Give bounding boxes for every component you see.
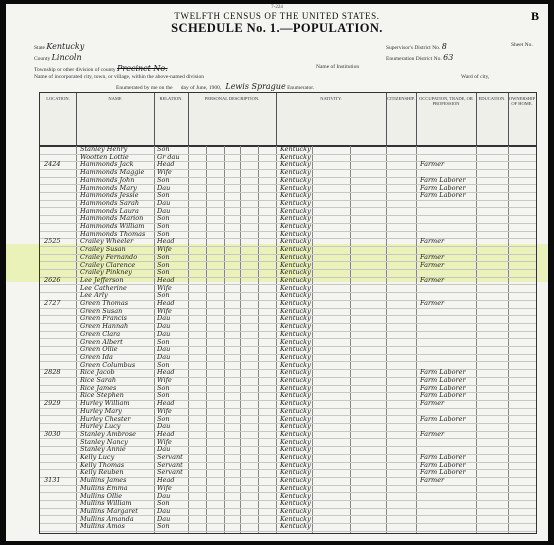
supervisor-value: 8 (441, 42, 447, 51)
relation-value: Head (157, 299, 175, 307)
person-name: Green Clara (80, 329, 121, 338)
person-name: Hammonds Maggie (80, 168, 145, 177)
person-name: Green Ollie (80, 345, 118, 354)
enumerator-label: Enumerator. (287, 85, 315, 91)
relation-value: Son (157, 391, 170, 400)
column-header-band (39, 92, 537, 147)
supervisor-field (386, 42, 447, 51)
relation-value: Son (157, 175, 170, 184)
relation-value: Son (157, 229, 170, 238)
relation-value: Dau (157, 206, 171, 215)
dwelling-number: 2929 (44, 399, 61, 408)
enumeration-label: Enumeration District No. (386, 56, 442, 62)
birthplace-value: Kentucky (280, 345, 311, 354)
dwelling-number: 2525 (44, 237, 61, 246)
county-label: County (34, 56, 51, 62)
column-occupation: OCCUPATION, TRADE, OR PROFESSION (416, 93, 477, 146)
person-name: Stanley Ambrose (80, 429, 137, 438)
column-relation: RELATION. (154, 93, 189, 146)
birthplace-value: Kentucky (280, 391, 311, 400)
relation-value: Son (157, 191, 170, 200)
column-education: EDUCATION. (476, 93, 509, 146)
person-name: Rice Stephen (80, 391, 124, 400)
relation-value: Head (157, 237, 175, 246)
person-name: Kelly Thomas (80, 460, 125, 469)
occupation-value: Farm Laborer (420, 453, 466, 461)
occupation-value: Farmer (420, 160, 445, 169)
occupation-value: Farm Laborer (420, 414, 466, 423)
person-name: Stanley Nancy (80, 437, 128, 446)
birthplace-value: Kentucky (280, 183, 311, 192)
birthplace-value: Kentucky (280, 160, 311, 169)
dwelling-number: 2626 (44, 275, 61, 284)
person-name: Hurley Mary (80, 406, 122, 415)
relation-value: Dau (157, 445, 171, 454)
occupation-value: Farmer (420, 429, 445, 438)
relation-value: Head (157, 476, 175, 485)
incorporated-label: Name of incorporated city, town, or village, within the above-named division (34, 74, 204, 80)
occupation-value: Farm Laborer (420, 391, 466, 400)
birthplace-value: Kentucky (280, 322, 311, 331)
birthplace-value: Kentucky (280, 499, 311, 508)
relation-value: Dau (157, 345, 171, 354)
relation-value: Son (157, 260, 170, 269)
birthplace-value: Kentucky (280, 445, 311, 454)
person-name: Lee Catherine (80, 283, 127, 292)
relation-value: Servant (157, 453, 183, 461)
person-name: Mullins Amos (80, 522, 125, 531)
relation-value: Son (157, 222, 170, 230)
person-name: Crailey Susan (80, 245, 126, 254)
column-name: NAME (76, 93, 155, 146)
person-name: Mullins Margaret (80, 506, 138, 515)
birthplace-value: Kentucky (280, 422, 311, 431)
birthplace-value: Kentucky (280, 314, 311, 323)
birthplace-value: Kentucky (280, 268, 311, 277)
person-name: Hurley Chester (80, 414, 131, 423)
person-name: Stanley Annie (80, 445, 126, 454)
census-entries-grid (39, 145, 537, 534)
person-name: Hammonds Laura (80, 206, 139, 215)
birthplace-value: Kentucky (280, 252, 311, 261)
person-name: Green Albert (80, 337, 123, 346)
birthplace-value: Kentucky (280, 299, 311, 307)
birthplace-value: Kentucky (280, 168, 311, 177)
person-name: Lee Jefferson (80, 275, 124, 284)
birthplace-value: Kentucky (280, 245, 311, 254)
birthplace-value: Kentucky (280, 376, 311, 384)
person-name: Hammonds William (80, 222, 145, 230)
relation-value: Son (157, 337, 170, 346)
birthplace-value: Kentucky (280, 152, 311, 161)
occupation-value: Farm Laborer (420, 376, 466, 384)
person-name: Rice Jacob (80, 368, 115, 377)
person-name: Green Susan (80, 306, 123, 315)
relation-value: Dau (157, 198, 171, 207)
relation-value: Son (157, 268, 170, 277)
person-name: Rice James (80, 383, 117, 392)
birthplace-value: Kentucky (280, 437, 311, 446)
relation-value: Wife (157, 306, 172, 315)
dwelling-number: 3131 (44, 476, 61, 485)
occupation-value: Farmer (420, 252, 445, 261)
person-name: Green Thomas (80, 299, 129, 307)
relation-value: Dau (157, 352, 171, 361)
birthplace-value: Kentucky (280, 522, 311, 531)
dwelling-number: 2828 (44, 368, 61, 377)
census-title: TWELFTH CENSUS OF THE UNITED STATES. (174, 11, 380, 21)
occupation-value: Farm Laborer (420, 460, 466, 469)
column-ownership: OWNERSHIP OF HOME. (508, 96, 536, 106)
person-name: Mullins Ollie (80, 491, 123, 500)
relation-value: Son (157, 252, 170, 261)
person-name: Hammonds John (80, 175, 135, 184)
birthplace-value: Kentucky (280, 198, 311, 207)
person-name: Stanley Henry (80, 145, 128, 153)
occupation-value: Farmer (420, 299, 445, 307)
person-name: Mullins James (80, 476, 127, 485)
birthplace-value: Kentucky (280, 175, 311, 184)
birthplace-value: Kentucky (280, 214, 311, 223)
occupation-value: Farm Laborer (420, 191, 466, 200)
birthplace-value: Kentucky (280, 283, 311, 292)
person-name: Mullins Emma (80, 483, 128, 492)
relation-value: Gr dau (157, 152, 180, 161)
county-field (34, 53, 82, 62)
birthplace-value: Kentucky (280, 306, 311, 315)
dwelling-number: 3030 (44, 429, 61, 438)
birthplace-value: Kentucky (280, 453, 311, 461)
occupation-value: Farmer (420, 399, 445, 408)
birthplace-value: Kentucky (280, 368, 311, 377)
schedule-title: SCHEDULE No. 1.—POPULATION. (171, 21, 383, 35)
birthplace-value: Kentucky (280, 476, 311, 485)
occupation-value: Farm Laborer (420, 175, 466, 184)
birthplace-value: Kentucky (280, 491, 311, 500)
relation-value: Wife (157, 245, 172, 254)
relation-value: Son (157, 145, 170, 153)
birthplace-value: Kentucky (280, 483, 311, 492)
relation-value: Son (157, 383, 170, 392)
relation-value: Head (157, 399, 175, 408)
person-name: Rice Sarah (80, 376, 117, 384)
occupation-value: Farmer (420, 237, 445, 246)
person-name: Crailey Pinkney (80, 268, 132, 277)
birthplace-value: Kentucky (280, 237, 311, 246)
person-name: Mullins Amanda (80, 514, 134, 523)
person-name: Crailey Clarence (80, 260, 136, 269)
enumeration-field (386, 53, 453, 62)
relation-value: Son (157, 360, 170, 369)
birthplace-value: Kentucky (280, 460, 311, 469)
birthplace-value: Kentucky (280, 145, 311, 153)
relation-value: Dau (157, 422, 171, 431)
state-value: Kentucky (46, 42, 85, 51)
enumerated-suffix: day of June, 1900, (180, 85, 222, 91)
person-name: Hurley William (80, 399, 130, 408)
birthplace-value: Kentucky (280, 414, 311, 423)
person-name: Hammonds Mary (80, 183, 137, 192)
person-name: Hurley Lucy (80, 422, 121, 431)
relation-value: Servant (157, 460, 183, 469)
state-field (34, 42, 84, 51)
birthplace-value: Kentucky (280, 291, 311, 300)
relation-value: Head (157, 275, 175, 284)
relation-value: Dau (157, 506, 171, 515)
enumerated-field (116, 82, 314, 91)
census-sheet (6, 4, 548, 541)
relation-value: Head (157, 429, 175, 438)
institution-label: Name of Institution (316, 64, 360, 70)
birthplace-value: Kentucky (280, 352, 311, 361)
column-personal-description: PERSONAL DESCRIPTION. (188, 93, 277, 146)
relation-value: Son (157, 214, 170, 223)
table-row (40, 523, 536, 532)
person-name: Green Hannah (80, 322, 129, 331)
column-citizenship: CITIZENSHIP. (386, 93, 417, 146)
person-name: Hammonds Thomas (80, 229, 146, 238)
occupation-value: Farm Laborer (420, 183, 466, 192)
relation-value: Servant (157, 468, 183, 477)
relation-value: Wife (157, 406, 172, 415)
relation-value: Dau (157, 514, 171, 523)
birthplace-value: Kentucky (280, 329, 311, 338)
person-name: Hammonds Jack (80, 160, 134, 169)
person-name: Kelly Reuben (80, 468, 124, 477)
occupation-value: Farm Laborer (420, 368, 466, 377)
person-name: Lee Arly (80, 291, 108, 300)
person-name: Wootten Lottie (80, 152, 129, 161)
column-location: LOCATION. (40, 93, 77, 146)
township-value: Precinct No. (117, 64, 168, 73)
birthplace-value: Kentucky (280, 383, 311, 392)
occupation-value: Farmer (420, 476, 445, 485)
birthplace-value: Kentucky (280, 506, 311, 515)
person-name: Green Columbus (80, 360, 136, 369)
person-name: Hammonds Sarah (80, 198, 140, 207)
relation-value: Wife (157, 437, 172, 446)
relation-value: Wife (157, 283, 172, 292)
birthplace-value: Kentucky (280, 514, 311, 523)
column-nativity: NATIVITY. (276, 93, 387, 146)
dwelling-number: 2424 (44, 160, 61, 169)
relation-value: Dau (157, 322, 171, 331)
state-label: State (34, 45, 45, 51)
relation-value: Dau (157, 183, 171, 192)
birthplace-value: Kentucky (280, 337, 311, 346)
relation-value: Son (157, 291, 170, 300)
birthplace-value: Kentucky (280, 260, 311, 269)
birthplace-value: Kentucky (280, 429, 311, 438)
person-name: Crailey Fernando (80, 252, 138, 261)
relation-value: Wife (157, 168, 172, 177)
enumerated-label: Enumerated by me on the (116, 85, 173, 91)
birthplace-value: Kentucky (280, 360, 311, 369)
occupation-value: Farm Laborer (420, 468, 466, 477)
birthplace-value: Kentucky (280, 406, 311, 415)
relation-value: Son (157, 522, 170, 531)
occupation-value: Farm Laborer (420, 383, 466, 392)
birthplace-value: Kentucky (280, 399, 311, 408)
relation-value: Dau (157, 314, 171, 323)
birthplace-value: Kentucky (280, 191, 311, 200)
township-label: Township or other division of county (34, 67, 116, 73)
occupation-value: Farmer (420, 275, 445, 284)
person-name: Green Francis (80, 314, 127, 323)
birthplace-value: Kentucky (280, 206, 311, 215)
relation-value: Head (157, 160, 175, 169)
enumeration-value: 63 (443, 53, 454, 62)
sheet-label: Sheet No. (511, 42, 533, 48)
relation-value: Son (157, 499, 170, 508)
relation-value: Head (157, 368, 175, 377)
birthplace-value: Kentucky (280, 468, 311, 477)
occupation-value: Farmer (420, 260, 445, 269)
corner-letter: B (530, 9, 539, 23)
enumerator-signature: Lewis Sprague (225, 82, 286, 91)
township-field (34, 64, 168, 73)
county-value: Lincoln (51, 53, 82, 62)
birthplace-value: Kentucky (280, 275, 311, 284)
relation-value: Dau (157, 491, 171, 500)
relation-value: Dau (157, 329, 171, 338)
relation-value: Wife (157, 483, 172, 492)
person-name: Green Ida (80, 352, 113, 361)
person-name: Mullins William (80, 499, 132, 508)
form-number: 7-224 (271, 5, 283, 10)
dwelling-number: 2727 (44, 299, 61, 307)
person-name: Hammonds Marion (80, 214, 144, 223)
ward-label: Ward of city, (461, 74, 490, 80)
birthplace-value: Kentucky (280, 229, 311, 238)
person-name: Crailey Wheeler (80, 237, 134, 246)
relation-value: Son (157, 414, 170, 423)
relation-value: Wife (157, 376, 172, 384)
person-name: Kelly Lucy (80, 453, 115, 461)
person-name: Hammonds Jessie (80, 191, 139, 200)
birthplace-value: Kentucky (280, 222, 311, 230)
supervisor-label: Supervisor's District No. (386, 45, 441, 51)
